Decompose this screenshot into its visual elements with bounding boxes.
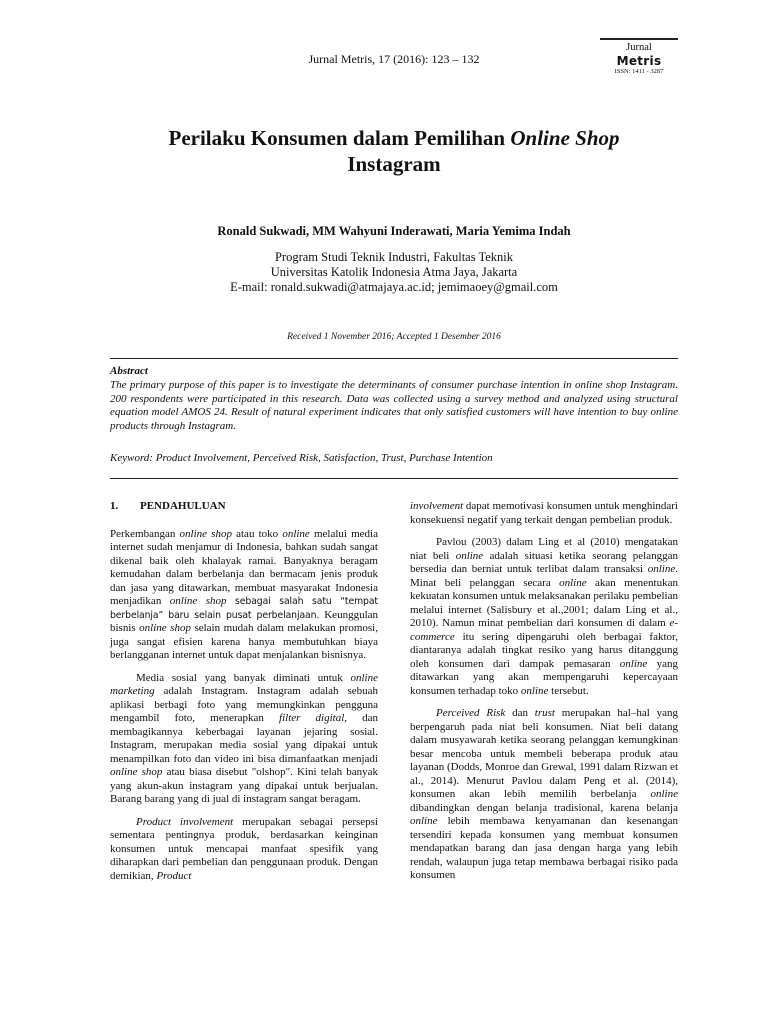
italic-run: Product [156,869,192,882]
italic-run: online [520,684,549,697]
text-run: dapat memotivasi konsumen untuk menghindari konsekuensi negatif yang terkait dengan pembelian produk. [410,500,678,526]
text-run: merupakan hal–hal yang berpengaruh pada niat beli konsumen. Niat beli datang dalam musyawarah ketika seorang pelanggan kemungkinan besar mencoba untuk membeli beberapa produk atau layanan (Dodds, Monroe dan Grewal, 1991 dalam Rizwan et al., 2014). Menurut Pavlou dalam Peng et al. (2014), konsumen akan lebih memilih berbelanja [410,707,678,800]
italic-run: online [455,549,484,562]
text-run: yang ditawarkan yang akan mempengaruhi kepercayaan konsumen terhadap toko [410,657,678,697]
italic-run: online shop [139,622,191,634]
title-part1: Perilaku Konsumen dalam Pemilihan [168,126,511,150]
italic-run: online [619,657,648,670]
logo-issn-text: ISSN: 1411 - 3287 [614,68,664,75]
section-title: PENDAHULUAN [140,500,226,512]
abstract-bottom-rule [110,478,678,479]
italic-run: online [559,576,587,589]
left-column [110,500,378,892]
text-run: dibandingkan dengan belanja tradisional, karena belanja [410,801,678,814]
italic-run: online shop [169,595,227,607]
section-number: 1. [110,500,119,512]
text-run: Pavlou (2003) dalam Ling et al (2010) mengatakan niat beli [410,536,678,562]
text-run: atau biasa disebut "olshop". Kini telah banyak yang akun-akun instagram yang dipakai untuk berjualan. Barang barang yang di jual di instagram sangat beragam. [110,766,378,805]
journal-logo [600,38,678,76]
text-run: merupakan sebagai persepsi sementara pentingnya produk, berdasarkan keinginan konsumen untuk mencapai manfaat spesifik yang diharapkan dari pembelian dan penggunaan produk. Dengan demikian, [110,815,378,882]
paragraph [410,500,678,527]
keywords: Keyword: Product Involvement, Perceived Risk, Satisfaction, Trust, Purchase Intention [110,452,493,464]
text-run: Media sosial yang banyak diminati untuk [136,671,351,684]
logo-metris-text: Metris [616,54,662,68]
italic-run: online marketing [110,671,378,697]
affiliation-line1: Program Studi Teknik Industri, Fakultas Teknik [274,250,514,264]
received-dates: Received 1 November 2016; Accepted 1 Desember 2016 [287,332,501,342]
italic-run: e-commerce [410,617,678,643]
paragraph [410,536,678,698]
text-run: melalui media internet sudah menjamur di Indonesia, bahkan sudah sangat dikenal baik oleh khalayak ramai. Banyaknya beragam kemudahan dalam berbelanja dan bermacam jenis produk dan jasa yang ditawarkan, membuat masyarakat Indonesia menjadikan [110,527,378,607]
italic-run: online [282,527,310,540]
paragraph [110,672,378,807]
authors: Ronald Sukwadi, MM Wahyuni Inderawati, Maria Yemima Indah [217,224,571,238]
abstract-top-rule [110,358,678,359]
italic-run: online [647,563,676,575]
italic-run: online [650,788,678,800]
title-italic: Online Shop [510,126,620,150]
text-run: . Minat beli pelanggan secara [410,563,678,589]
italic-run: trust [534,707,555,719]
text-run: adalah Instagram. Instagram adalah sebuah aplikasi berbagi foto yang memungkinkan pengguna mengambil foto, menerapkan [110,685,378,724]
logo-jurnal-text: Jurnal [626,42,652,53]
affiliation-email: E-mail: ronald.sukwadi@atmajaya.ac.id; jemimaoey@gmail.com [230,280,558,294]
italic-run: online [410,815,438,827]
text-run: lebih membawa kenyamanan dan kesenangan tersendiri kepada konsumen yang membuat konsumen mendapatkan barang dan jasa dengan harga yang lebih rendah, walaupun juga tetap membawa berbagai risiko pada konsumen [410,815,678,881]
text-run: Perkembangan [110,527,180,540]
section-heading [110,500,378,514]
paragraph [110,528,378,663]
italic-run: Perceived Risk [436,707,506,719]
abstract-body: The primary purpose of this paper is to investigate the determinants of consumer purchase intention in online shop Instagram. 200 respondents were participated in this research. Data was collected using a survey method and analyzed using structural equation model AMOS 24. Result of natural experiment indicates that only satisfied customers will have intention to buy online products through Instagram. [110,379,678,432]
italic-run: online shop [110,766,163,778]
text-run: adalah situasi ketika seorang pelanggan bersedia dan berniat untuk terlibat dalam transaksi [410,549,678,575]
text-run: akan menentukan kekuatan konsumen untuk melaksanakan perilaku pembelian melalui internet (Salisbury et al.,2001; dalam Ling et al., 2010). Namun minat pembelian dari konsumen di dalam [410,576,678,629]
affiliation-line2: Universitas Katolik Indonesia Atma Jaya, Jakarta [270,265,518,279]
paper-title [100,125,688,177]
paragraph [410,707,678,883]
text-run: Keunggulan bisnis [110,608,379,634]
italic-run: online shop [179,527,232,540]
text-run: tersebut. [548,684,589,697]
text-run-alt-font: sebagai salah satu “tempat berbelanja” baru selain pusat perbelanjaan. [110,596,378,621]
italic-run: Product involvement [136,815,234,828]
text-run: , dan membagikannya keberbagai layanan jejaring sosial. Instagram, merupakan media sosial yang dipakai untuk menampilkan foto dan video ini bisa dimanfaatkan menjadi [110,712,378,765]
italic-run: involvement [410,500,464,512]
affiliation [100,250,688,295]
text-run: itu sering dipengaruhi oleh berbagai faktor, diantaranya adalah tingkat resiko yang harus ditanggung oleh konsumen dari dampak pemasaran [410,630,678,670]
text-run: selain mudah dalam melakukan promosi, juga sangat efisien karena hanya membutuhkan biaya berlangganan internet untuk dapat menjalankan bisnisnya. [110,622,378,661]
right-column [410,500,678,892]
title-part2: Instagram [347,152,441,176]
logo-rule [600,38,678,40]
abstract-heading: Abstract [110,365,148,377]
italic-run: filter digital [279,712,345,724]
text-run: atau toko [231,527,283,540]
text-run: dan [505,707,535,719]
paragraph [110,816,378,884]
journal-reference: Jurnal Metris, 17 (2016): 123 – 132 [308,52,480,66]
